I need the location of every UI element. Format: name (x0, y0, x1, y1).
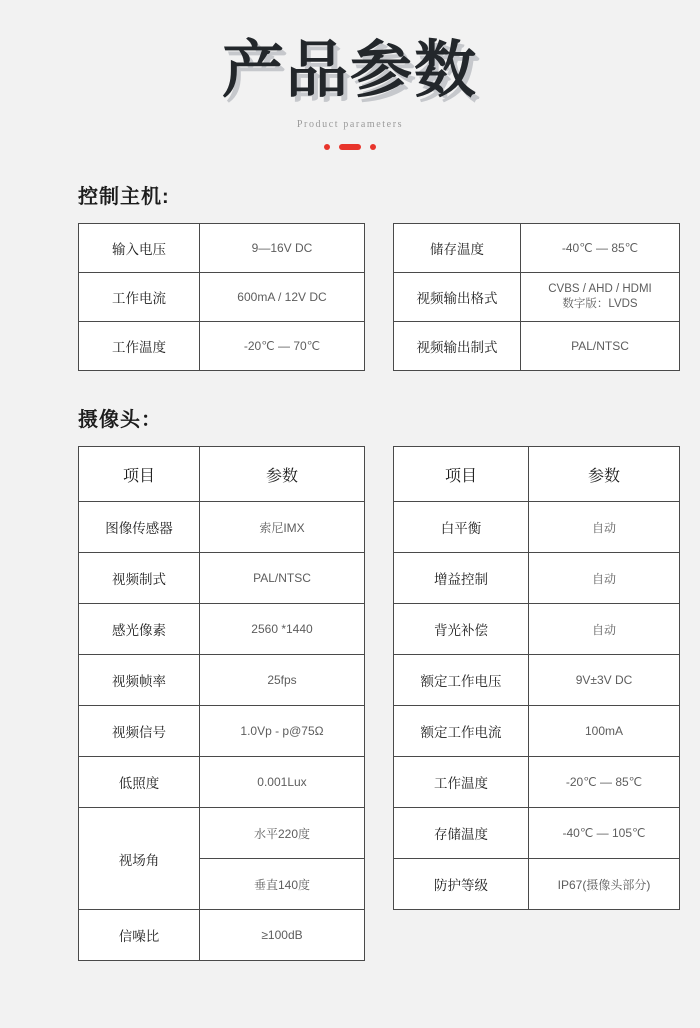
column-header-param: 参数 (200, 447, 365, 502)
camera-right-table (393, 446, 680, 910)
row-value: -40℃ — 85℃ (521, 224, 680, 273)
table-row (394, 757, 680, 808)
row-value: 自动 (529, 502, 680, 553)
table-row (394, 224, 680, 273)
row-label: 视频制式 (79, 553, 200, 604)
table-row (394, 553, 680, 604)
row-value: 9V±3V DC (529, 655, 680, 706)
row-label: 额定工作电压 (394, 655, 529, 706)
row-value: ≥100dB (200, 910, 365, 961)
row-label: 额定工作电流 (394, 706, 529, 757)
host-tables-row (78, 223, 652, 371)
row-value: 索尼IMX (200, 502, 365, 553)
row-value: -20℃ — 70℃ (200, 322, 365, 371)
table-row (394, 604, 680, 655)
camera-left-table (78, 446, 365, 961)
row-label: 工作温度 (79, 322, 200, 371)
table-row (79, 655, 365, 706)
row-value: PAL/NTSC (200, 553, 365, 604)
row-value: 自动 (529, 604, 680, 655)
row-label: 图像传感器 (79, 502, 200, 553)
section-host (0, 180, 700, 371)
row-label: 白平衡 (394, 502, 529, 553)
row-label: 增益控制 (394, 553, 529, 604)
row-value-line2: 数字版：LVDS (562, 298, 638, 311)
row-label: 工作温度 (394, 757, 529, 808)
column-header-param: 参数 (529, 447, 680, 502)
table-header-row (79, 447, 365, 502)
dot-right-icon (370, 144, 376, 150)
row-value: 水平220度 (200, 808, 365, 859)
page-subtitle: Product parameters (296, 119, 404, 131)
table-row (79, 502, 365, 553)
host-left-table (78, 223, 365, 371)
table-row (394, 706, 680, 757)
table-row (79, 604, 365, 655)
table-row (394, 859, 680, 910)
row-label: 视场角 (79, 808, 200, 910)
row-value: 25fps (200, 655, 365, 706)
page-header (0, 0, 700, 152)
row-value-secondary: 垂直140度 (200, 859, 365, 910)
table-row (79, 910, 365, 961)
row-value: -20℃ — 85℃ (529, 757, 680, 808)
table-row (394, 322, 680, 371)
row-value (521, 273, 680, 322)
table-row (394, 655, 680, 706)
host-right-table (393, 223, 680, 371)
row-value: -40℃ — 105℃ (529, 808, 680, 859)
row-value: 1.0Vp - p@75Ω (200, 706, 365, 757)
page-title: 产品参数 (221, 36, 478, 105)
table-header-row (394, 447, 680, 502)
row-value: 100mA (529, 706, 680, 757)
table-row (79, 706, 365, 757)
row-value: PAL/NTSC (521, 322, 680, 371)
row-value: 9—16V DC (200, 224, 365, 273)
row-value: 自动 (529, 553, 680, 604)
dash-center-icon (339, 144, 361, 150)
row-label: 存储温度 (394, 808, 529, 859)
column-header-item: 项目 (394, 447, 529, 502)
table-row (394, 808, 680, 859)
table-row (79, 224, 365, 273)
table-row (394, 502, 680, 553)
column-header-item: 项目 (79, 447, 200, 502)
section-camera (0, 403, 700, 961)
row-value-line1: CVBS / AHD / HDMI (548, 282, 652, 295)
row-label: 背光补偿 (394, 604, 529, 655)
section-title-camera: 摄像头： (78, 409, 162, 432)
row-value: IP67(摄像头部分) (529, 859, 680, 910)
row-value: 2560 *1440 (200, 604, 365, 655)
table-row (79, 808, 365, 859)
table-row (79, 322, 365, 371)
row-value: 0.001Lux (200, 757, 365, 808)
row-label: 视频输出制式 (394, 322, 521, 371)
row-label: 信噪比 (79, 910, 200, 961)
row-label: 视频输出格式 (394, 273, 521, 322)
row-label: 储存温度 (394, 224, 521, 273)
camera-tables-row (78, 446, 651, 961)
row-value: 600mA / 12V DC (200, 273, 365, 322)
table-row (79, 757, 365, 808)
row-label: 视频帧率 (79, 655, 200, 706)
decorative-dots (0, 142, 700, 152)
row-label: 防护等级 (394, 859, 529, 910)
dot-left-icon (324, 144, 330, 150)
row-label: 低照度 (79, 757, 200, 808)
section-title-host: 控制主机: (78, 186, 170, 209)
row-label: 视频信号 (79, 706, 200, 757)
table-row (79, 553, 365, 604)
row-label: 感光像素 (79, 604, 200, 655)
row-label: 工作电流 (79, 273, 200, 322)
table-row (394, 273, 680, 322)
table-row (79, 273, 365, 322)
row-label: 输入电压 (79, 224, 200, 273)
